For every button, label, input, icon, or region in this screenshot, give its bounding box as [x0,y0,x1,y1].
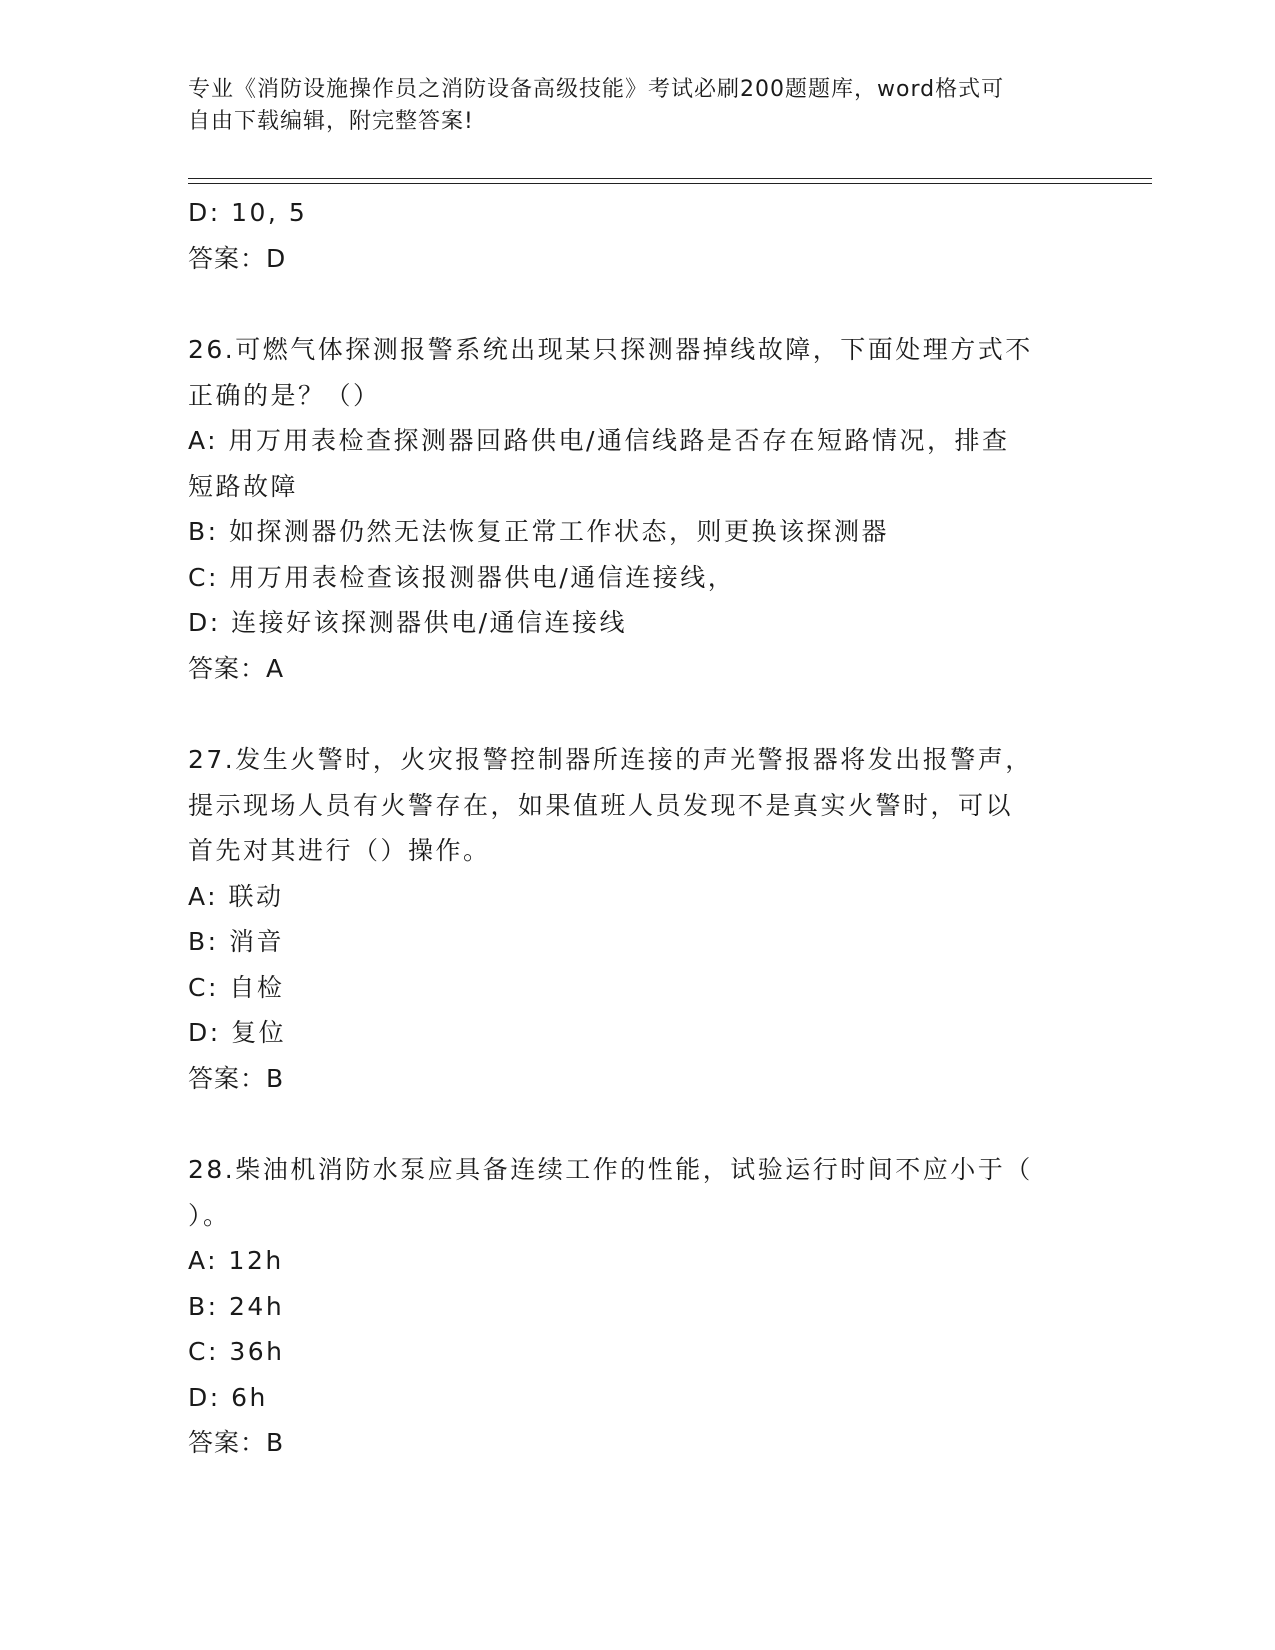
header-divider-top [188,178,1152,179]
question-text-line: 首先对其进行（）操作。 [188,836,491,865]
option-d: D: 连接好该探测器供电/通信连接线 [188,608,628,637]
header-line-2: 自由下载编辑，附完整答案! [188,109,474,134]
option-b: B: 24h [188,1291,285,1321]
option-b: B: 消音 [188,927,285,956]
question-text-line: ）。 [188,1200,231,1230]
option-b: B: 如探测器仍然无法恢复正常工作状态，则更换该探测器 [188,517,890,546]
option-a: A: 用万用表检查探测器回路供电/通信线路是否存在短路情况，排查 [188,426,1010,455]
question-text-line: 28.柴油机消防水泵应具备连续工作的性能，试验运行时间不应小于（ [188,1155,1033,1184]
option-a: A: 联动 [188,881,284,911]
question-26 [188,327,1088,691]
question-list [188,190,1088,1466]
answer: 答案：A [188,653,285,683]
document-header [188,74,1088,138]
question-27 [188,737,1088,1101]
answer: 答案：D [188,243,287,273]
option-d: D: 6h [188,1382,268,1412]
spacer [188,1101,1088,1147]
spacer [188,281,1088,327]
header-line-1: 专业《消防设施操作员之消防设备高级技能》考试必刷200题题库，word格式可 [188,77,1005,102]
question-text-line: 26.可燃气体探测报警系统出现某只探测器掉线故障，下面处理方式不 [188,335,1033,364]
header-divider-bottom [188,183,1152,184]
option-a: A: 12h [188,1246,284,1275]
answer: 答案：B [188,1063,285,1093]
spacer [188,691,1088,737]
question-text-line: 正确的是？（） [188,380,381,410]
option-a-continued: 短路故障 [188,471,299,501]
option-c: C: 自检 [188,972,285,1002]
option-d: D: 10, 5 [188,198,308,227]
question-text-line: 27.发生火警时，火灾报警控制器所连接的声光警报器将发出报警声， [188,745,1033,774]
previous-question-tail [188,190,1088,281]
option-d: D: 复位 [188,1018,287,1047]
answer: 答案：B [188,1428,285,1457]
question-text-line: 提示现场人员有火警存在，如果值班人员发现不是真实火警时，可以 [188,790,1014,820]
option-c: C: 用万用表检查该报测器供电/通信连接线， [188,562,736,592]
option-c: C: 36h [188,1337,285,1366]
question-28 [188,1147,1088,1466]
